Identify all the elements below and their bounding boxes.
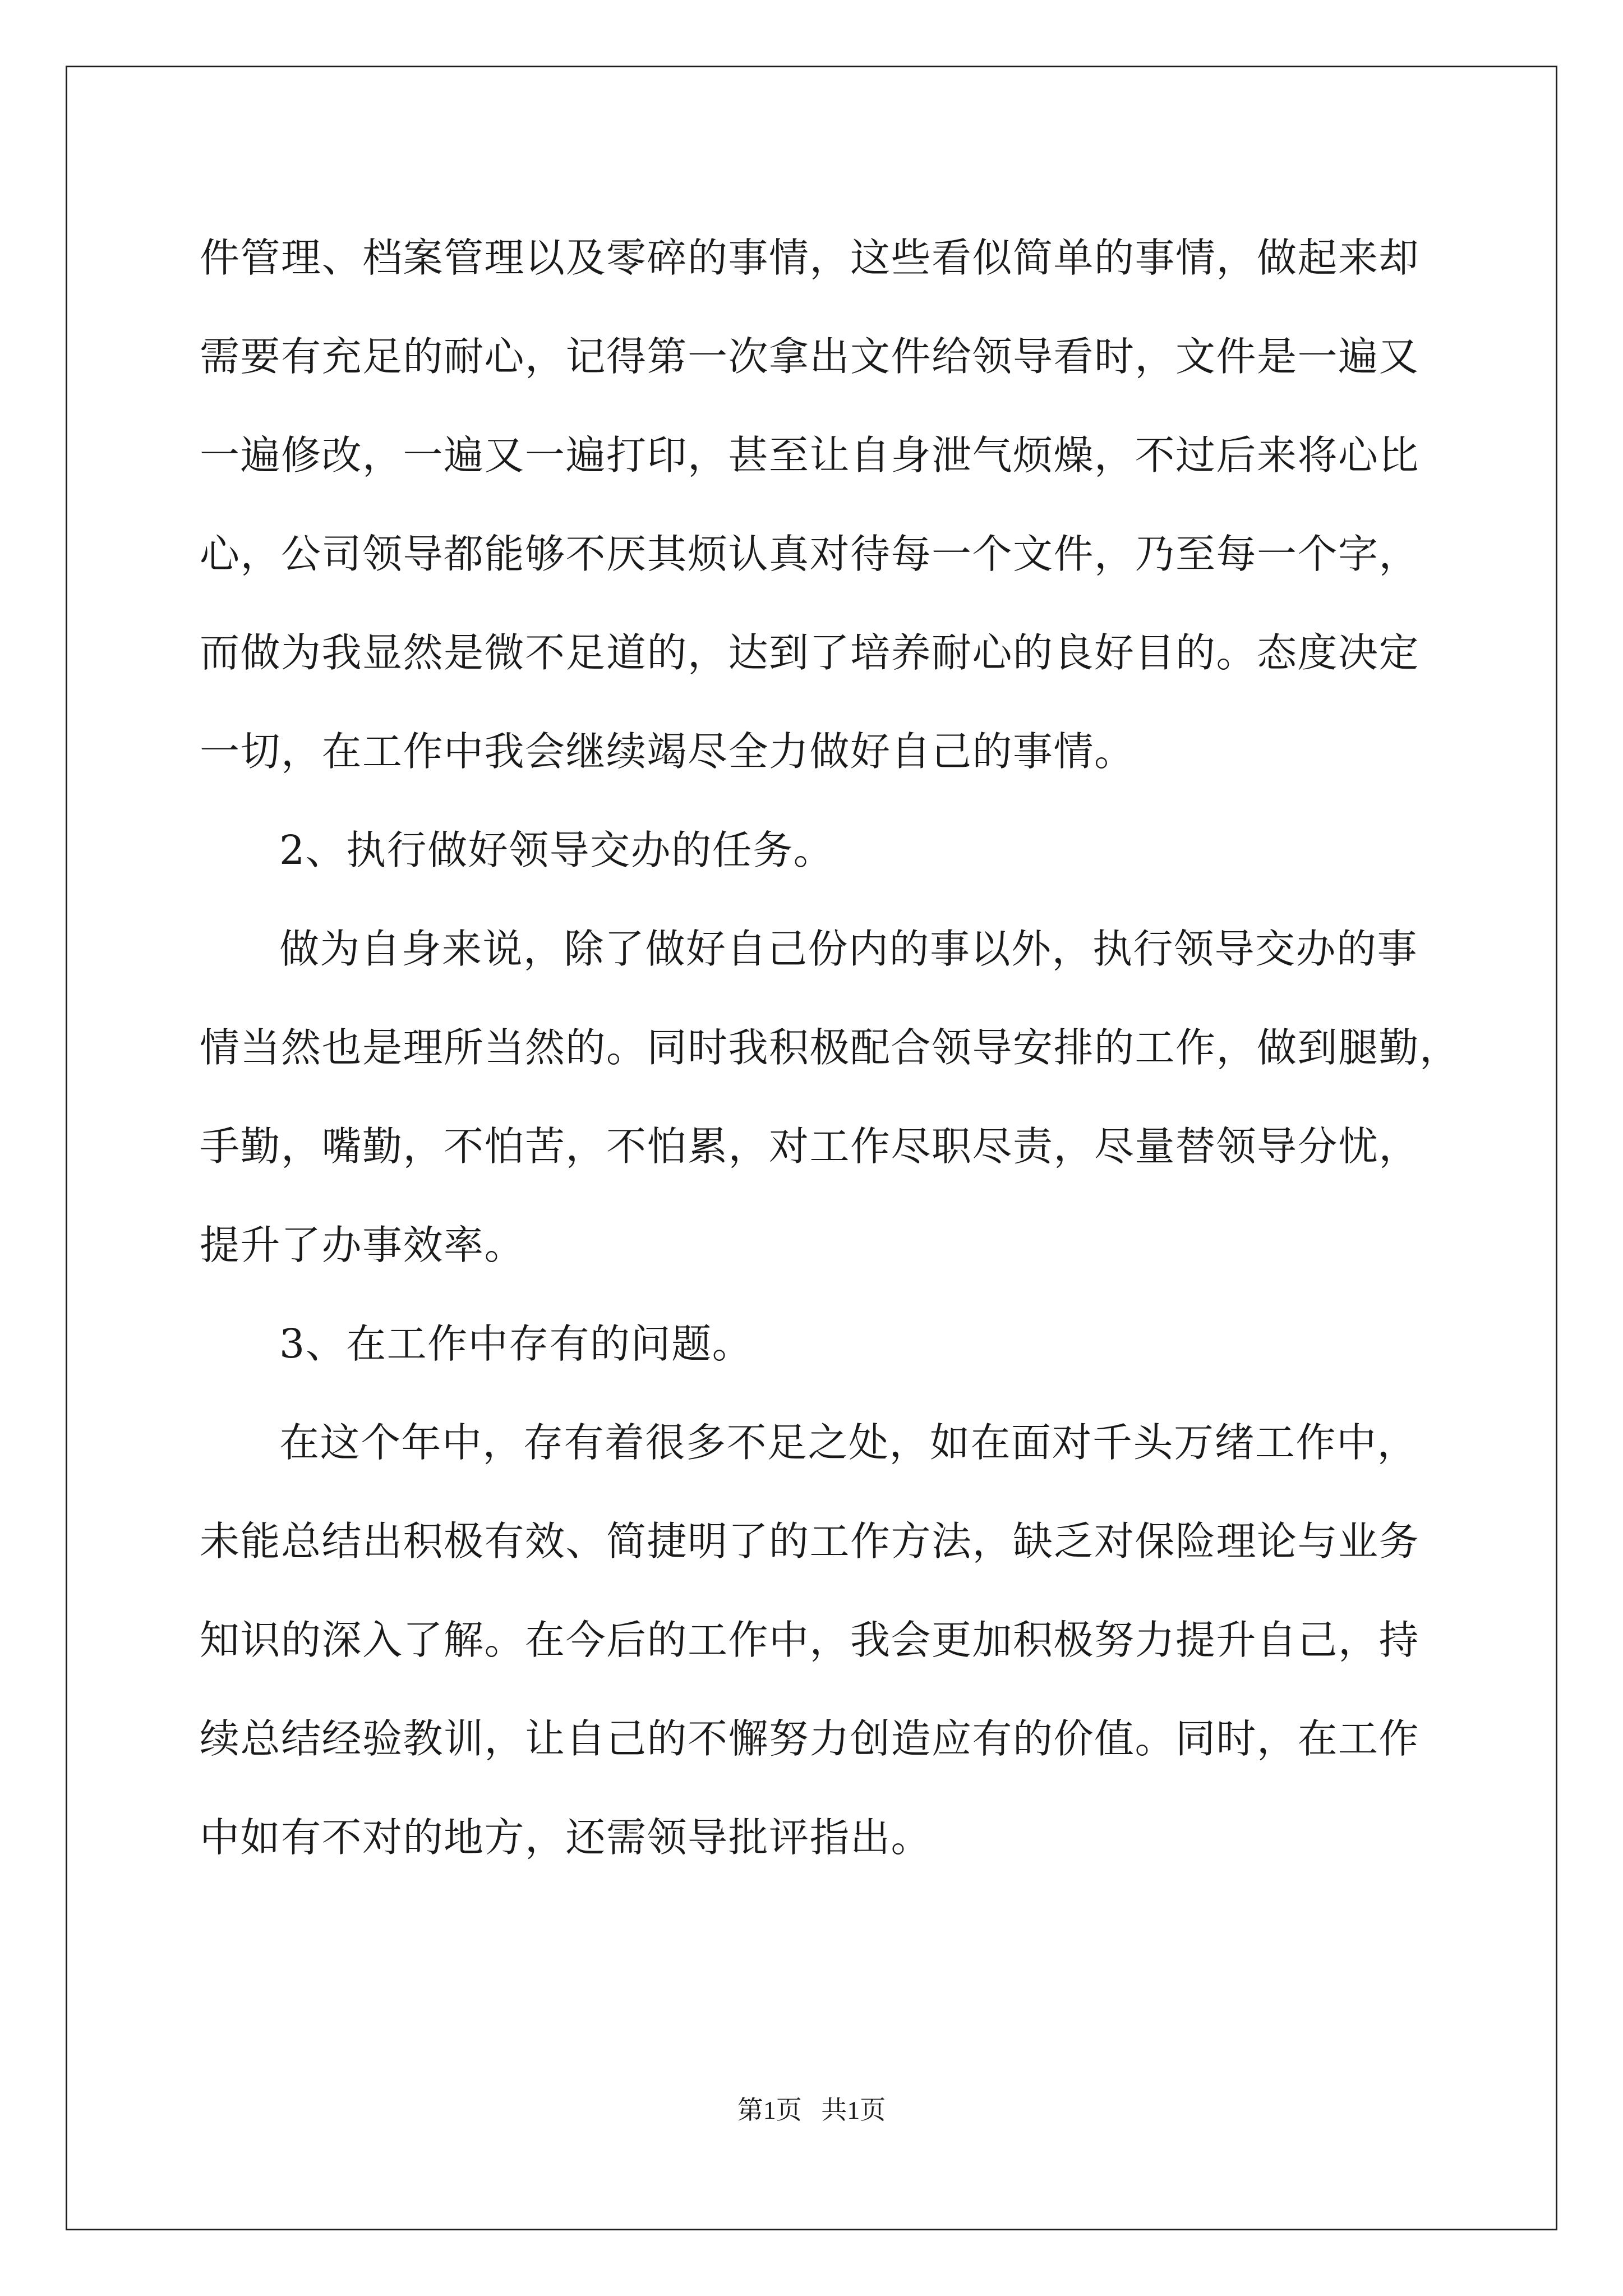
text-line-4: 心，公司领导都能够不厌其烦认真对待每一个文件，乃至每一个字， [200,531,1420,577]
document-body [200,209,1460,1887]
text-line-14: 未能总结出积极有效、简捷明了的工作方法，缺乏对保险理论与业务 [200,1518,1420,1565]
text-line-15: 知识的深入了解。在今后的工作中，我会更加积极努力提升自己，持 [200,1617,1420,1663]
text-line-5: 而做为我显然是微不足道的，达到了培养耐心的良好目的。态度决定 [200,629,1420,676]
text-line-1: 件管理、档案管理以及零碎的事情，这些看似简单的事情，做起来却 [200,234,1420,281]
text-line-17: 中如有不对的地方，还需领导批评指出。 [200,1814,932,1861]
text-line-9: 情当然也是理所当然的。同时我积极配合领导安排的工作，做到腿勤， [200,1024,1460,1071]
text-line-10: 手勤，嘴勤，不怕苦，不怕累，对工作尽职尽责，尽量替领导分忧， [200,1123,1420,1170]
text-line-8: 做为自身来说，除了做好自己份内的事以外，执行领导交办的事 [279,926,1418,972]
text-line-13: 在这个年中，存有着很多不足之处，如在面对千头万绪工作中， [279,1419,1418,1466]
page-footer: 第1页 共1页 [737,2096,886,2124]
text-line-16: 续总结经验教训，让自己的不懈努力创造应有的价值。同时，在工作 [200,1715,1420,1762]
section-heading-2: 2、执行做好领导交办的任务。 [279,827,834,873]
section-heading-3: 3、在工作中存有的问题。 [279,1320,753,1367]
text-line-2: 需要有充足的耐心，记得第一次拿出文件给领导看时，文件是一遍又 [200,333,1420,380]
text-line-11: 提升了办事效率。 [200,1222,525,1268]
text-line-6: 一切，在工作中我会继续竭尽全力做好自己的事情。 [200,728,1135,775]
text-line-3: 一遍修改，一遍又一遍打印，甚至让自身泄气烦燥，不过后来将心比 [200,432,1420,478]
